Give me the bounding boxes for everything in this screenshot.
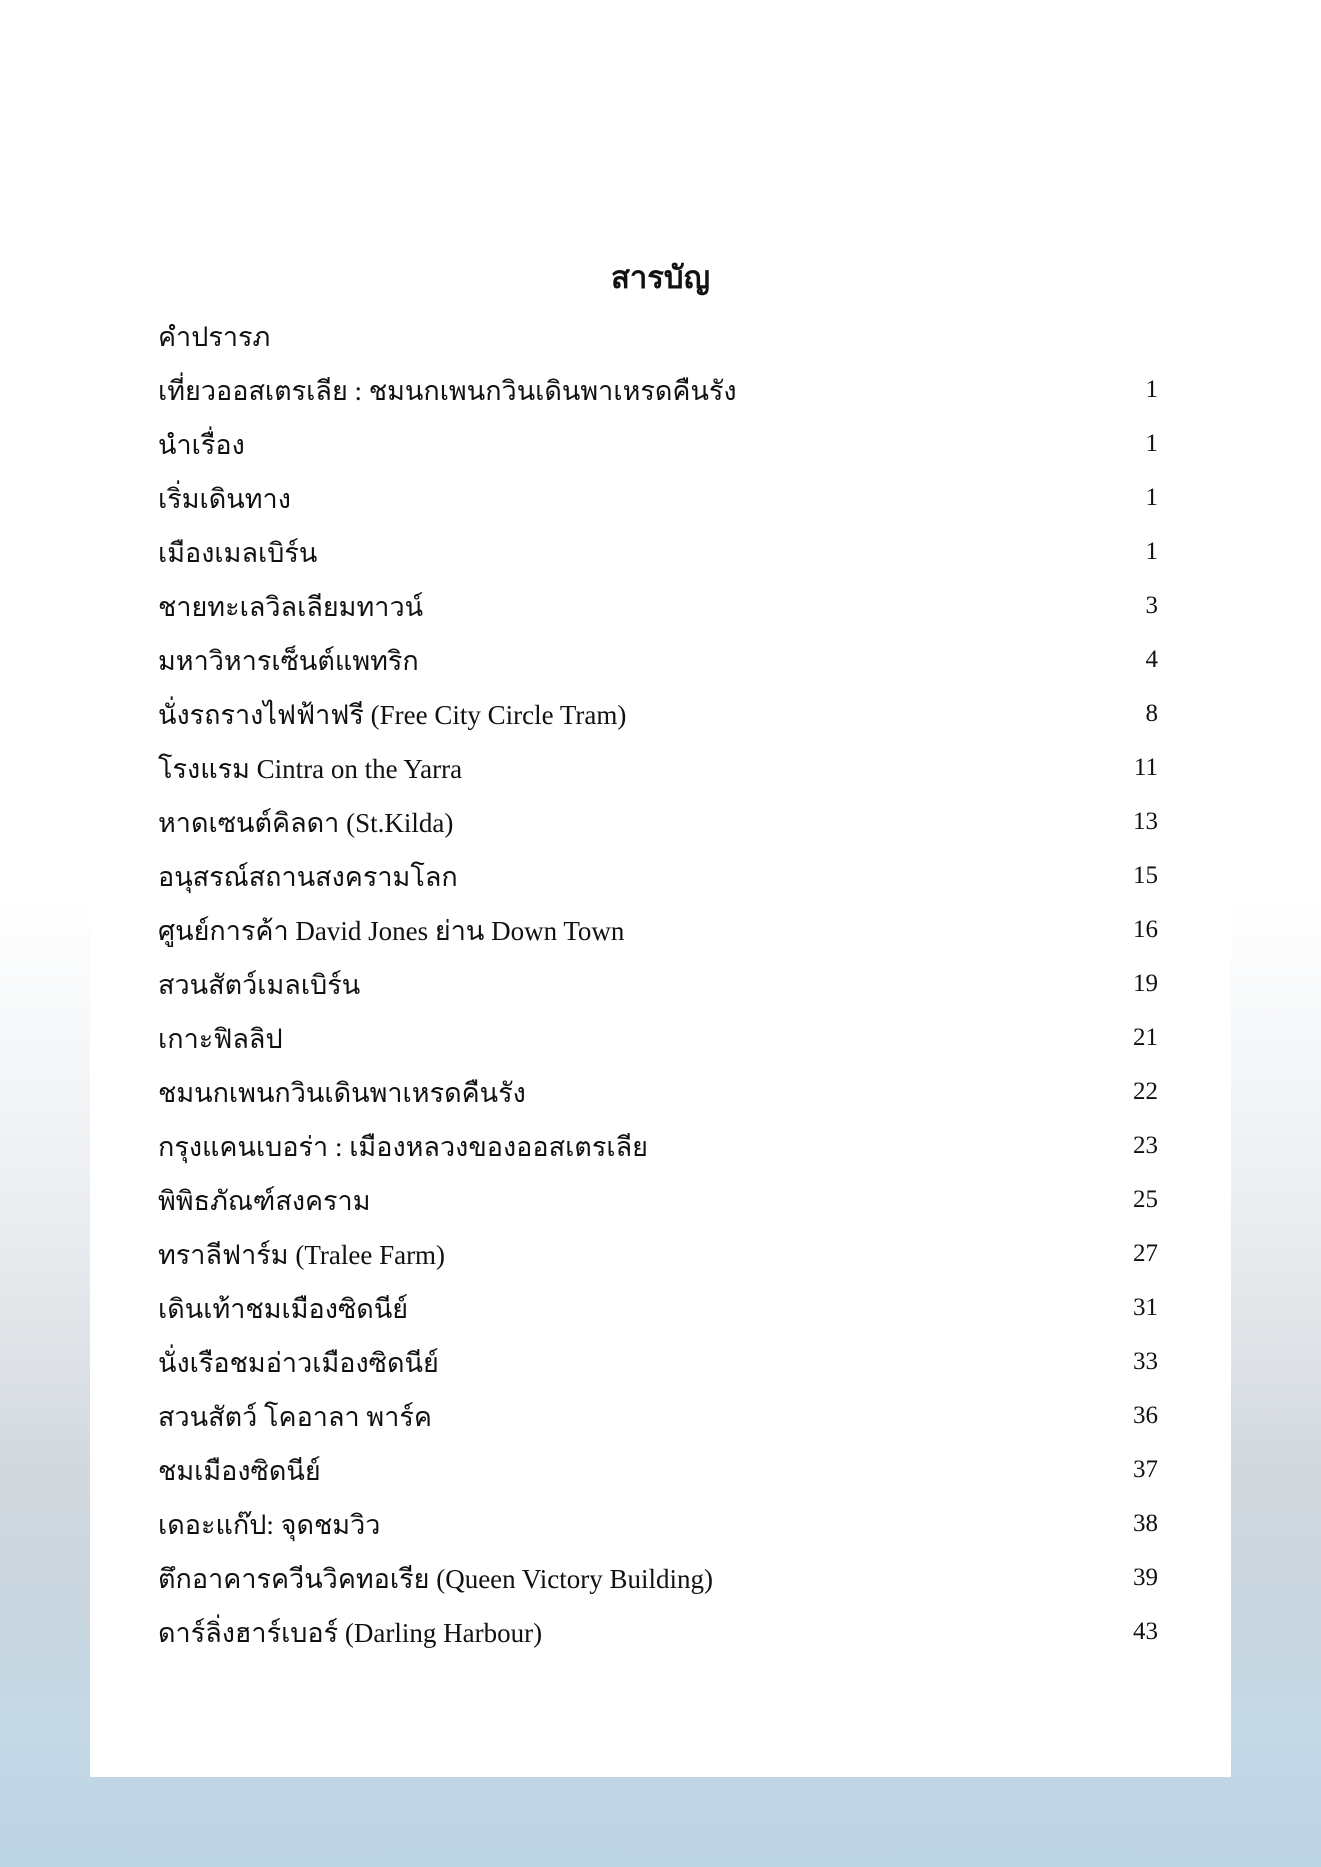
toc-entry-page: 22 — [1133, 1078, 1158, 1105]
toc-entry-page: 8 — [1145, 700, 1158, 727]
toc-entry-page: 15 — [1133, 862, 1158, 889]
toc-entry-label: ศูนย์การค้า David Jones ย่าน Down Town — [158, 915, 625, 946]
toc-title: สารบัญ — [610, 260, 711, 295]
toc-entry — [158, 957, 1158, 1011]
toc-entry-page: 13 — [1133, 808, 1158, 835]
toc-entry-page: 27 — [1133, 1240, 1158, 1267]
toc-entry-label: โรงแรม Cintra on the Yarra — [158, 753, 463, 784]
document-page — [90, 0, 1231, 1777]
toc-entry — [158, 1605, 1158, 1659]
toc-entry-page: 36 — [1133, 1402, 1158, 1429]
toc-entry-label: ชมเมืองซิดนีย์ — [158, 1455, 321, 1486]
toc-entry — [158, 903, 1158, 957]
toc-entry — [158, 417, 1158, 471]
toc-entry — [158, 687, 1158, 741]
toc-entry-label: พิพิธภัณฑ์สงคราม — [158, 1185, 371, 1216]
toc-entry — [158, 1065, 1158, 1119]
toc-entry-label: ทราลีฟาร์ม (Tralee Farm) — [158, 1239, 446, 1270]
toc-entry-label: อนุสรณ์สถานสงครามโลก — [158, 861, 458, 892]
toc-entry — [158, 849, 1158, 903]
toc-entry-label: เดอะแก๊ป: จุดชมวิว — [158, 1509, 381, 1540]
toc-entry-page: 38 — [1133, 1510, 1158, 1537]
toc-entry-page: 23 — [1133, 1132, 1158, 1159]
toc-entry-page: 21 — [1133, 1024, 1158, 1051]
toc-entry — [158, 1497, 1158, 1551]
toc-entry-label: สวนสัตว์เมลเบิร์น — [158, 969, 361, 1000]
toc-entry-page: 3 — [1145, 592, 1158, 619]
toc-entry-label: มหาวิหารเซ็นต์แพทริก — [158, 645, 419, 676]
toc-entry — [158, 795, 1158, 849]
toc-entry — [158, 1335, 1158, 1389]
toc-entry-label: นั่งเรือชมอ่าวเมืองซิดนีย์ — [158, 1347, 439, 1378]
toc-entry — [158, 1551, 1158, 1605]
toc-entry-page: 4 — [1145, 646, 1158, 673]
toc-entry-page: 43 — [1133, 1618, 1158, 1645]
toc-entry-label: เกาะฟิลลิป — [158, 1023, 283, 1054]
toc-entry — [158, 525, 1158, 579]
toc-entry-label: ชมนกเพนกวินเดินพาเหรดคืนรัง — [158, 1077, 526, 1108]
toc-entry-page: 19 — [1133, 970, 1158, 997]
toc-list — [158, 309, 1158, 1659]
toc-entry-label: สวนสัตว์ โคอาลา พาร์ค — [158, 1401, 432, 1432]
toc-entry-page: 16 — [1133, 916, 1158, 943]
toc-entry — [158, 1227, 1158, 1281]
toc-entry — [158, 579, 1158, 633]
toc-entry-label: คำปรารภ — [158, 321, 271, 352]
toc-entry — [158, 309, 1158, 363]
toc-entry-label: หาดเซนต์คิลดา (St.Kilda) — [158, 807, 454, 838]
toc-entry-page: 39 — [1133, 1564, 1158, 1591]
toc-entry-page: 1 — [1145, 376, 1158, 403]
toc-entry — [158, 363, 1158, 417]
toc-entry-label: เมืองเมลเบิร์น — [158, 537, 318, 568]
toc-entry-label: เที่ยวออสเตรเลีย : ชมนกเพนกวินเดินพาเหรดคืนรัง — [158, 375, 737, 406]
toc-entry-page: 11 — [1133, 754, 1158, 781]
toc-entry-label: นั่งรถรางไฟฟ้าฟรี (Free City Circle Tram) — [158, 699, 627, 730]
toc-entry-page: 37 — [1133, 1456, 1158, 1483]
toc-entry — [158, 741, 1158, 795]
toc-entry — [158, 1281, 1158, 1335]
toc-entry-label: ตึกอาคารควีนวิคทอเรีย (Queen Victory Building) — [158, 1563, 714, 1594]
toc-entry-label: ดาร์ลิ่งฮาร์เบอร์ (Darling Harbour) — [158, 1617, 543, 1648]
toc-entry — [158, 633, 1158, 687]
toc-entry-label: เริ่มเดินทาง — [158, 483, 291, 514]
toc-entry — [158, 1389, 1158, 1443]
toc-entry — [158, 1011, 1158, 1065]
toc-entry — [158, 471, 1158, 525]
toc-entry — [158, 1443, 1158, 1497]
toc-entry-page: 1 — [1145, 430, 1158, 457]
toc-entry-page: 33 — [1133, 1348, 1158, 1375]
toc-entry-label: เดินเท้าชมเมืองซิดนีย์ — [158, 1293, 409, 1324]
toc-entry — [158, 1173, 1158, 1227]
toc-entry-label: กรุงแคนเบอร่า : เมืองหลวงของออสเตรเลีย — [158, 1131, 648, 1162]
toc-entry-page: 25 — [1133, 1186, 1158, 1213]
toc-entry-page: 1 — [1145, 484, 1158, 511]
toc-entry-page: 1 — [1145, 538, 1158, 565]
toc-entry-page: 31 — [1133, 1294, 1158, 1321]
toc-entry-label: ชายทะเลวิลเลียมทาวน์ — [158, 591, 424, 622]
toc-entry-label: นำเรื่อง — [158, 429, 245, 460]
toc-entry — [158, 1119, 1158, 1173]
